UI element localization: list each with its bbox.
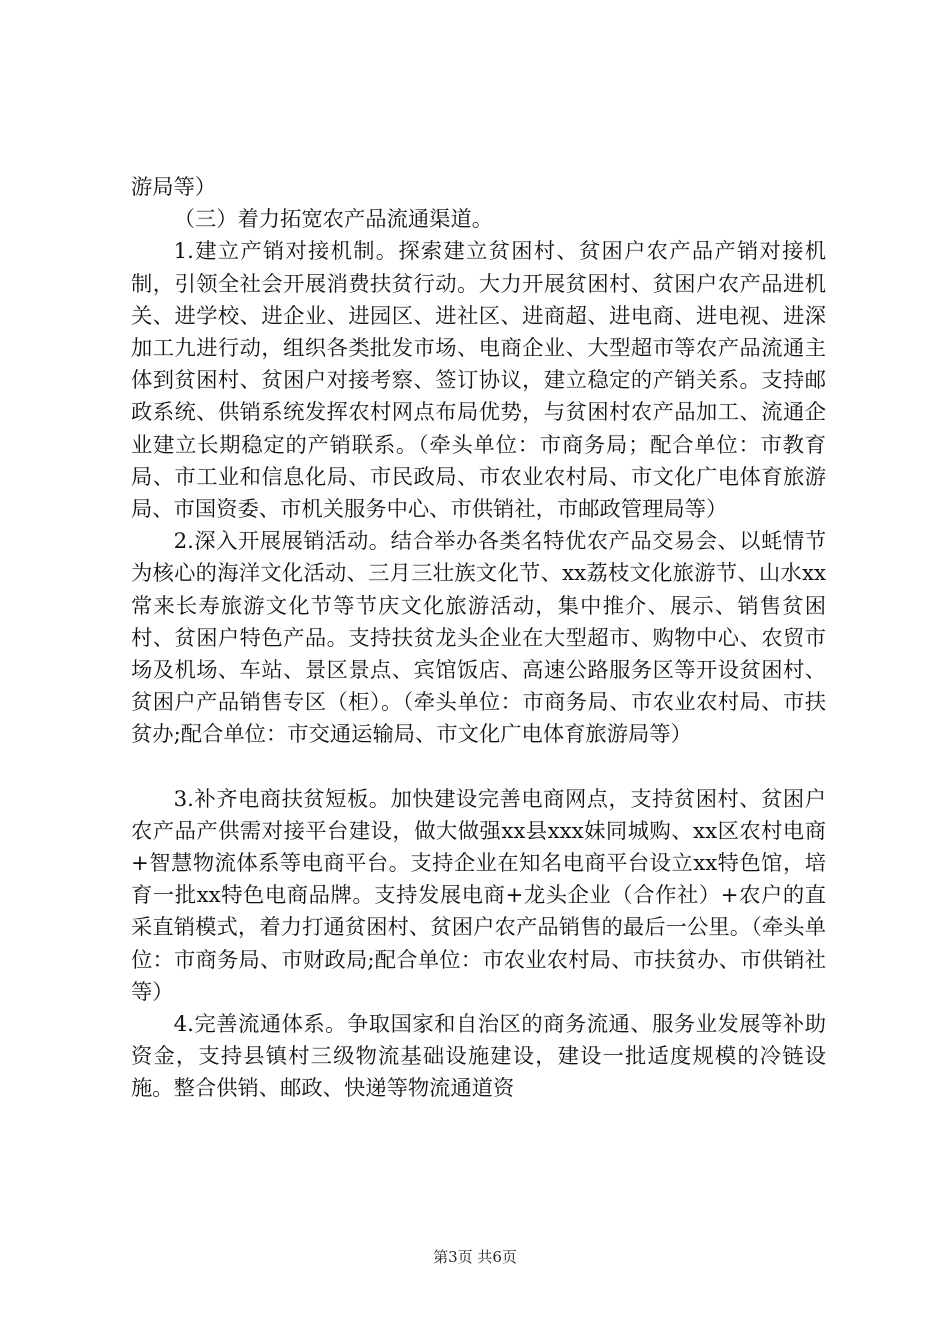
paragraph-item-4: 4.完善流通体系。争取国家和自治区的商务流通、服务业发展等补助资金，支持县镇村三级物流基础设施建设，建设一批适度规模的冷链设施。整合供销、邮政、快递等物流通道资 <box>131 1012 826 1102</box>
paragraph-continuation: 游局等） <box>131 175 217 200</box>
paragraph-item-2: 2.深入开展展销活动。结合举办各类名特优农产品交易会、以蚝情节为核心的海洋文化活动、三月三壮族文化节、xx荔枝文化旅游节、山水xx常来长寿旅游文化节等节庆文化旅游活动，集中推介、展示、销售贫困村、贫困户特色产品。支持扶贫龙头企业在大型超市、购物中心、农贸市场及机场、车站、景区景点、宾馆饭店、高速公路服务区等开设贫困村、贫困户产品销售专区（柜）。（牵头单位：市商务局、市农业农村局、市扶贫办;配合单位：市交通运输局、市文化广电体育旅游局等） <box>131 529 826 748</box>
paragraph-item-1: 1.建立产销对接机制。探索建立贫困村、贫困户农产品产销对接机制，引领全社会开展消费扶贫行动。大力开展贫困村、贫困户农产品进机关、进学校、进企业、进园区、进社区、进商超、进电商、进电视、进深加工九进行动，组织各类批发市场、电商企业、大型超市等农产品流通主体到贫困村、贫困户对接考察、签订协议，建立稳定的产销关系。支持邮政系统、供销系统发挥农村网点布局优势，与贫困村农产品加工、流通企业建立长期稳定的产销联系。（牵头单位：市商务局；配合单位：市教育局、市工业和信息化局、市民政局、市农业农村局、市文化广电体育旅游局、市国资委、市机关服务中心、市供销社，市邮政管理局等） <box>131 239 826 523</box>
document-body <box>131 172 826 1106</box>
section-heading: （三）着力拓宽农产品流通渠道。 <box>173 207 494 233</box>
paragraph-item-3: 3.补齐电商扶贫短板。加快建设完善电商网点，支持贫困村、贫困户农产品产供需对接平台建设，做大做强xx县xxx妹同城购、xx区农村电商+智慧物流体系等电商平台。支持企业在知名电商平台设立xx特色馆，培育一批xx特色电商品牌。支持发展电商+龙头企业（合作社）+农户的直采直销模式，着力打通贫困村、贫困户农产品销售的最后一公里。（牵头单位：市商务局、市财政局;配合单位：市农业农村局、市扶贫办、市供销社等） <box>131 786 826 1005</box>
paragraph-spacer <box>131 752 826 784</box>
page-number-footer: 第3页 共6页 <box>433 1248 517 1266</box>
